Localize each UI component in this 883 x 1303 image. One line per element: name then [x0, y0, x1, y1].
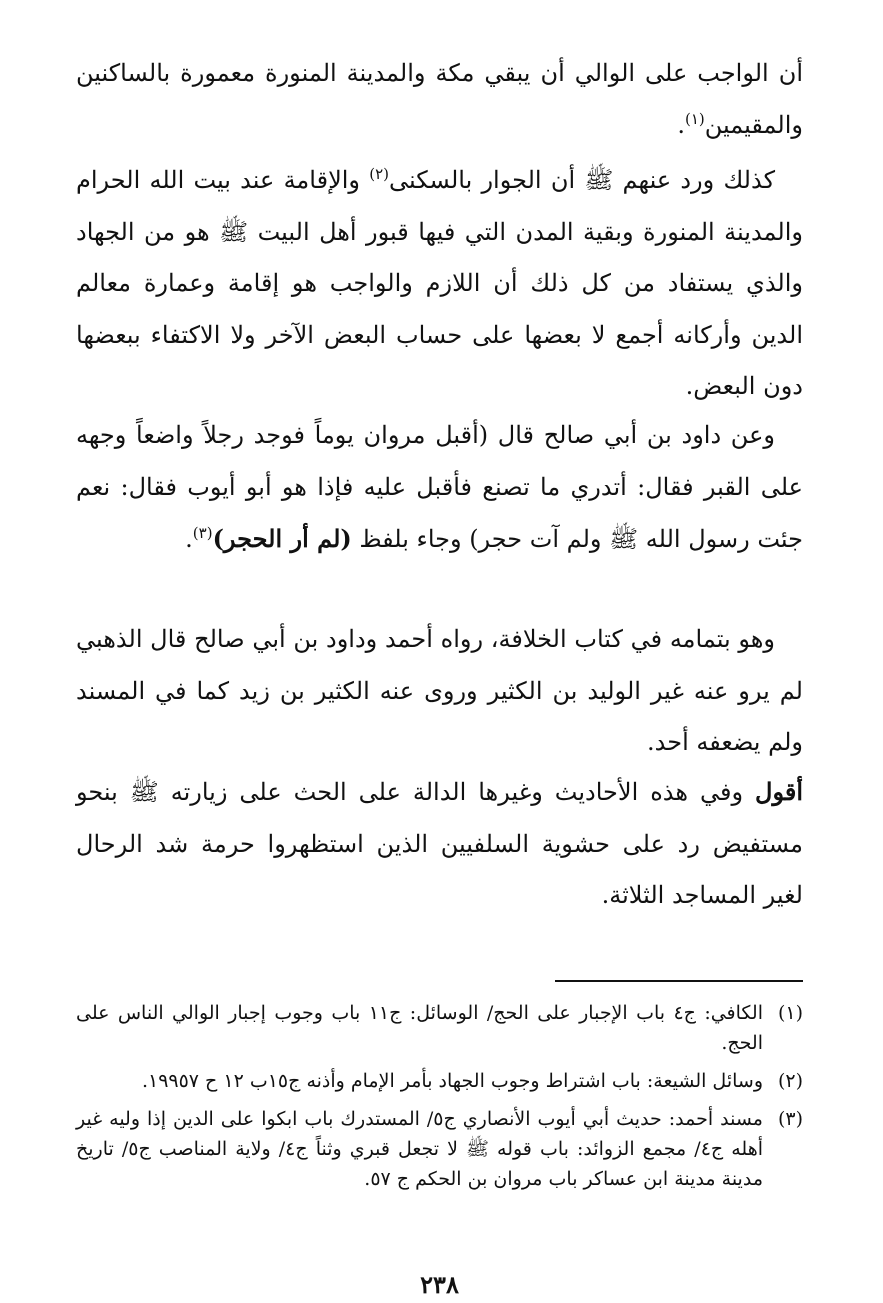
paragraph-3 — [76, 410, 803, 566]
footnote-ref-3: (٣) — [192, 524, 213, 542]
paragraph-1 — [76, 48, 803, 151]
paragraph-3-end: . — [185, 525, 193, 553]
page-number: ٢٣٨ — [420, 1270, 459, 1299]
footnote-ref-1: (١) — [685, 109, 705, 128]
footnotes — [76, 998, 803, 1202]
footnote-3 — [76, 1104, 803, 1194]
footnote-1 — [76, 998, 803, 1058]
paragraph-1-text: أن الواجب على الوالي أن يبقي مكة والمدينة المنورة معمورة بالساكنين والمقيمين — [76, 59, 803, 139]
footnote-3-number: (٣) — [777, 1108, 803, 1130]
paragraph-3-text: وعن داود بن أبي صالح قال (أقبل مروان يوماً فوجد رجلاً واضعاً وجهه على القبر فقال: أتدري ما تصنع فأقبل عليه فإذا هو أبو أيوب فقال: نعم جئت رسول الله ﷺ ولم آت حجر) وجاء بلفظ — [76, 421, 803, 553]
paragraph-4 — [76, 614, 803, 769]
book-page — [76, 48, 803, 1303]
footnote-2-text: وسائل الشيعة: باب اشتراط وجوب الجهاد بأمر الإمام وأذنه ج١٥ب ١٢ ح ١٩٩٥٧. — [141, 1070, 763, 1092]
footnote-2-number: (٢) — [777, 1070, 803, 1092]
paragraph-4-text: وهو بتمامه في كتاب الخلافة، رواه أحمد وداود بن أبي صالح قال الذهبي لم يرو عنه غير الوليد بن الكثير وروى عنه الكثير بن زيد كما في المسند ولم يضعفه أحد. — [76, 625, 803, 756]
paragraph-5-text: وفي هذه الأحاديث وغيرها الدالة على الحث على زيارته ﷺ بنحو مستفيض رد على حشوية السلفيين الذين استظهروا حرمة شد الرحال لغير المساجد الثلاثة. — [76, 778, 803, 909]
footnote-1-text: الكافي: ج٤ باب الإجبار على الحج/ الوسائل: ج١١ باب وجوب إجبار الوالي الناس على الحج. — [76, 1002, 763, 1054]
paragraph-2-text-b: والإقامة عند بيت الله الحرام والمدينة المنورة وبقية المدن التي فيها قبور أهل البيت ﷺ هو من الجهاد والذي يستفاد من كل ذلك أن اللازم والواجب هو إقامة وعمارة معالم الدين وأركانه أجمع لا بعضها على حساب البعض الآخر ولا الاكتفاء ببعضها دون البعض. — [76, 166, 803, 400]
paragraph-1-end: . — [677, 110, 685, 139]
paragraph-5 — [76, 766, 803, 922]
paragraph-2-text-a: كذلك ورد عنهم ﷺ أن الجوار بالسكنى — [389, 166, 776, 194]
footnote-2 — [76, 1066, 803, 1096]
paragraph-5-lead: أقول — [755, 777, 803, 806]
paragraph-2 — [76, 155, 803, 413]
paragraph-3-bold-quote: (لم أر الحجر) — [212, 524, 352, 553]
footnote-ref-2: (٢) — [369, 165, 390, 183]
footnote-1-number: (١) — [777, 1002, 803, 1024]
footnote-3-text: مسند أحمد: حديث أبي أيوب الأنصاري ج٥/ المستدرك باب ابكوا على الدين إذا وليه غير أهله ج٤/ مجمع الزوائد: باب قوله ﷺ لا تجعل قبري وثناً ج٤/ ولاية المناصب ج٥/ تاريخ مدينة مدينة ابن عساكر باب مروان بن الحكم ج ٥٧. — [76, 1108, 763, 1190]
footnote-divider — [555, 980, 803, 982]
